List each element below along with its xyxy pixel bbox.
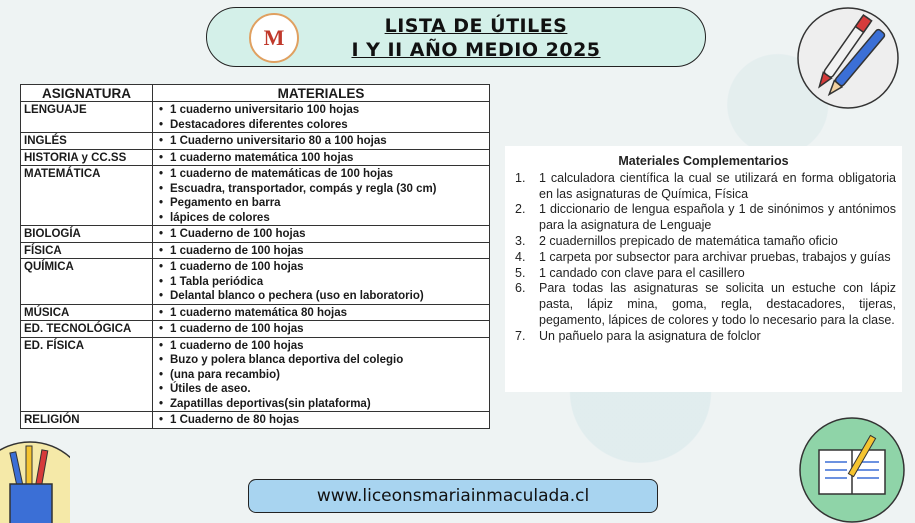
materials-list (156, 103, 486, 132)
complementary-list (511, 171, 896, 345)
item-text: Para todas las asignaturas se solicita un estuche con lápiz pasta, lápiz mina, goma, regla, destacadores, tijeras, pegamento, lápices de colores y todo lo necesario para la clase. (539, 281, 896, 327)
col-header-subject: ASIGNATURA (21, 85, 153, 102)
materials-list (156, 306, 486, 321)
subject-cell: QUÍMICA (21, 259, 153, 305)
subject-cell: HISTORIA y CC.SS (21, 149, 153, 166)
subject-cell: ED. FÍSICA (21, 337, 153, 412)
materials-list (156, 244, 486, 259)
item-text: 1 calculadora científica la cual se utilizará en forma obligatoria en las asignaturas de Química, Física (539, 170, 896, 201)
materials-cell (153, 133, 490, 150)
school-logo-icon: M (249, 13, 299, 63)
subject-cell: BIOLOGÍA (21, 226, 153, 243)
table-row (21, 304, 490, 321)
table-row (21, 226, 490, 243)
material-item: • lápices de colores (156, 211, 486, 226)
materials-cell (153, 166, 490, 226)
page-title (307, 14, 645, 62)
material-item: • (una para recambio) (156, 368, 486, 383)
material-item: • Escuadra, transportador, compás y regla (30 cm) (156, 182, 486, 197)
material-item: • 1 Cuaderno universitario 80 a 100 hojas (156, 134, 486, 149)
materials-list (156, 413, 486, 428)
table-row (21, 242, 490, 259)
item-number: 1. (515, 170, 526, 185)
materials-cell (153, 102, 490, 133)
materials-list (156, 227, 486, 242)
pencil-cup-icon (0, 432, 70, 523)
subject-cell: MÚSICA (21, 304, 153, 321)
table-row (21, 412, 490, 429)
material-item: • 1 cuaderno de 100 hojas (156, 260, 486, 275)
item-text: 1 candado con clave para el casillero (539, 265, 745, 280)
complementary-item (511, 250, 896, 266)
subjects-table (20, 84, 490, 429)
material-item: • 1 cuaderno de 100 hojas (156, 244, 486, 259)
pens-icon (796, 6, 901, 111)
material-item: • 1 cuaderno de matemáticas de 100 hojas (156, 167, 486, 182)
subject-cell: RELIGIÓN (21, 412, 153, 429)
item-text: 1 diccionario de lengua española y 1 de sinónimos y antónimos para la asignatura de Lenguaje (539, 202, 896, 233)
subject-cell: MATEMÁTICA (21, 166, 153, 226)
material-item: • 1 cuaderno de 100 hojas (156, 322, 486, 337)
complementary-item (511, 234, 896, 250)
materials-list (156, 151, 486, 166)
title-line-2: I Y II AÑO MEDIO 2025 (351, 39, 601, 61)
material-item: • 1 Tabla periódica (156, 275, 486, 290)
subject-cell: ED. TECNOLÓGICA (21, 321, 153, 338)
table-row (21, 337, 490, 412)
table-row (21, 149, 490, 166)
subject-cell: LENGUAJE (21, 102, 153, 133)
materials-cell (153, 337, 490, 412)
materials-cell (153, 412, 490, 429)
material-item: • 1 cuaderno universitario 100 hojas (156, 103, 486, 118)
item-text: 2 cuadernillos prepicado de matemática tamaño oficio (539, 233, 838, 248)
table-row (21, 259, 490, 305)
complementary-item (511, 329, 896, 345)
item-number: 7. (515, 328, 526, 343)
title-banner (206, 7, 706, 67)
material-item: • 1 cuaderno matemática 100 hojas (156, 151, 486, 166)
material-item: • Útiles de aseo. (156, 382, 486, 397)
table-row (21, 133, 490, 150)
material-item: • Delantal blanco o pechera (uso en laboratorio) (156, 289, 486, 304)
table-row (21, 102, 490, 133)
item-text: 1 carpeta por subsector para archivar pruebas, trabajos y guías (539, 249, 891, 264)
item-number: 2. (515, 202, 526, 217)
subject-cell: FÍSICA (21, 242, 153, 259)
table-row (21, 321, 490, 338)
item-number: 3. (515, 233, 526, 248)
materials-list (156, 167, 486, 225)
material-item: • Buzo y polera blanca deportiva del colegio (156, 353, 486, 368)
materials-list (156, 339, 486, 412)
material-item: • 1 Cuaderno de 100 hojas (156, 227, 486, 242)
title-line-1: LISTA DE ÚTILES (384, 15, 568, 37)
complementary-item (511, 171, 896, 203)
item-number: 6. (515, 281, 526, 296)
material-item: • 1 Cuaderno de 80 hojas (156, 413, 486, 428)
subject-cell: INGLÉS (21, 133, 153, 150)
material-item: • 1 cuaderno de 100 hojas (156, 339, 486, 354)
materials-cell (153, 149, 490, 166)
materials-cell (153, 259, 490, 305)
item-text: Un pañuelo para la asignatura de folclor (539, 328, 761, 343)
material-item: • Zapatillas deportivas(sin plataforma) (156, 397, 486, 412)
website-url[interactable]: www.liceonsmariainmaculada.cl (248, 479, 658, 513)
materials-cell (153, 304, 490, 321)
materials-list (156, 134, 486, 149)
complementary-item (511, 281, 896, 328)
materials-cell (153, 226, 490, 243)
col-header-materials: MATERIALES (153, 85, 490, 102)
complementary-item (511, 266, 896, 282)
complementary-title: Materiales Complementarios (618, 154, 789, 168)
materials-list (156, 260, 486, 304)
complementary-materials (505, 146, 902, 392)
complementary-item (511, 202, 896, 234)
materials-list (156, 322, 486, 337)
materials-cell (153, 242, 490, 259)
table-row (21, 166, 490, 226)
notebook-icon (797, 412, 907, 523)
material-item: • Destacadores diferentes colores (156, 118, 486, 133)
materials-cell (153, 321, 490, 338)
material-item: • Pegamento en barra (156, 196, 486, 211)
material-item: • 1 cuaderno matemática 80 hojas (156, 306, 486, 321)
item-number: 4. (515, 249, 526, 264)
item-number: 5. (515, 265, 526, 280)
